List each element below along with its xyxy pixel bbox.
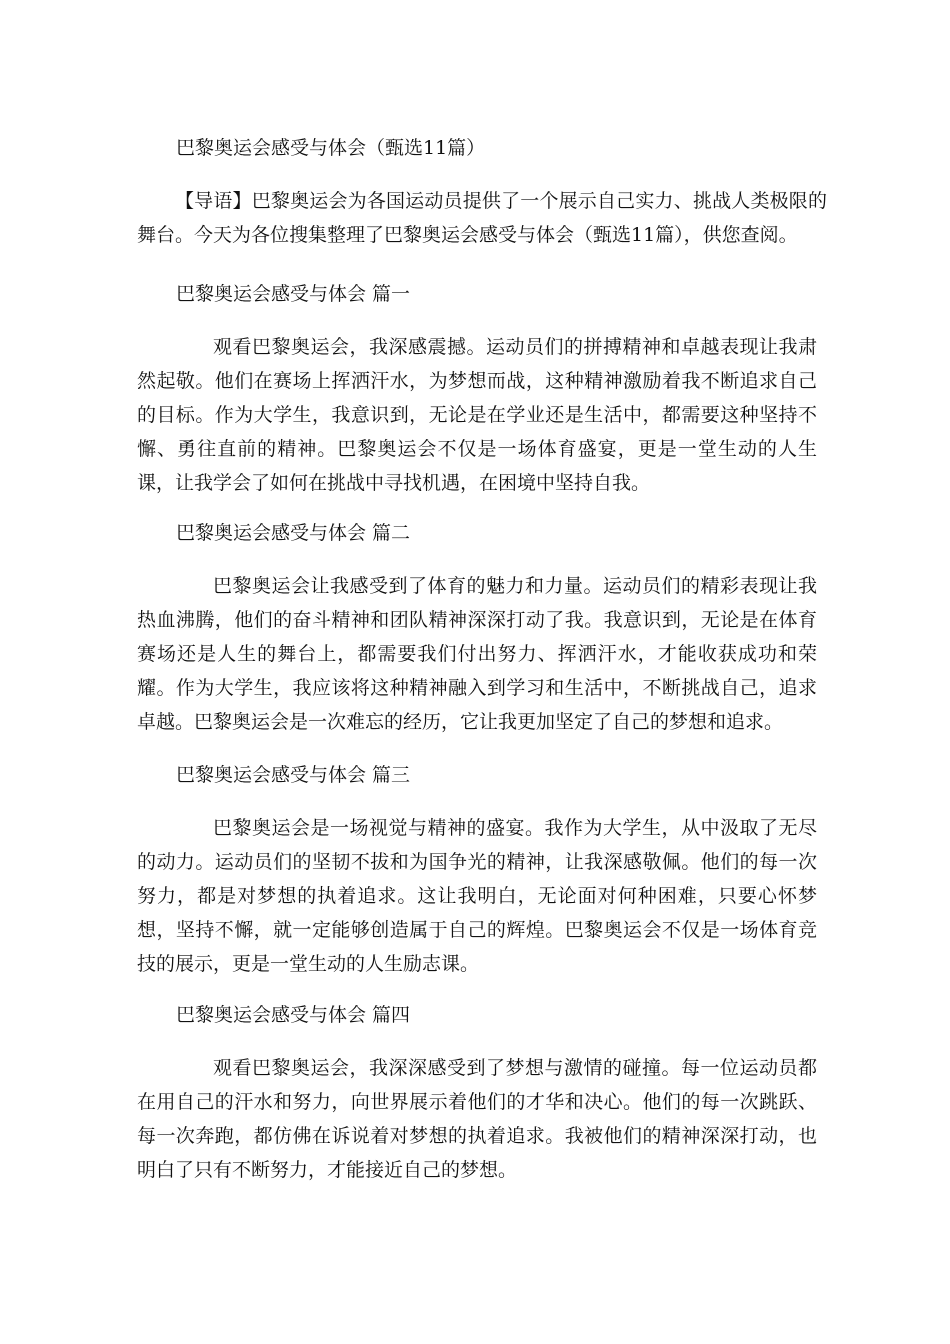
document-title: 巴黎奥运会感受与体会（甄选11篇） <box>176 137 486 159</box>
section-body-1: 观看巴黎奥运会，我深感震撼。运动员们的拼搏精神和卓越表现让我肃然起敬。他们在赛场上挥洒汗水，为梦想而战，这种精神激励着我不断追求自己的目标。作为大学生，我意识到，无论是在学业还是生活中，都需要这种坚持不懈、勇往直前的精神。巴黎奥运会不仅是一场体育盛宴，更是一堂生动的人生课，让我学会了如何在挑战中寻找机遇，在困境中坚持自我。 <box>137 336 817 494</box>
section-body-3: 巴黎奥运会是一场视觉与精神的盛宴。我作为大学生，从中汲取了无尽的动力。运动员们的坚韧不拔和为国争光的精神，让我深感敬佩。他们的每一次努力，都是对梦想的执着追求。这让我明白，无论面对何种困难，只要心怀梦想，坚持不懈，就一定能够创造属于自己的辉煌。巴黎奥运会不仅是一场体育竞技的展示，更是一堂生动的人生励志课。 <box>137 817 817 975</box>
section-heading-2: 巴黎奥运会感受与体会 篇二 <box>176 522 411 544</box>
section-body-2: 巴黎奥运会让我感受到了体育的魅力和力量。运动员们的精彩表现让我热血沸腾，他们的奋斗精神和团队精神深深打动了我。我意识到，无论是在体育赛场还是人生的舞台上，都需要我们付出努力、挥洒汗水，才能收获成功和荣耀。作为大学生，我应该将这种精神融入到学习和生活中，不断挑战自己，追求卓越。巴黎奥运会是一次难忘的经历，它让我更加坚定了自己的梦想和追求。 <box>137 575 817 733</box>
section-heading-4: 巴黎奥运会感受与体会 篇四 <box>176 1004 411 1026</box>
intro-paragraph: 【导语】巴黎奥运会为各国运动员提供了一个展示自己实力、挑战人类极限的舞台。今天为各位搜集整理了巴黎奥运会感受与体会（甄选11篇），供您查阅。 <box>137 190 827 246</box>
section-body-4: 观看巴黎奥运会，我深深感受到了梦想与激情的碰撞。每一位运动员都在用自己的汗水和努力，向世界展示着他们的才华和决心。他们的每一次跳跃、每一次奔跑，都仿佛在诉说着对梦想的执着追求。我被他们的精神深深打动，也明白了只有不断努力，才能接近自己的梦想。 <box>137 1057 817 1181</box>
section-heading-3: 巴黎奥运会感受与体会 篇三 <box>176 764 411 786</box>
section-heading-1: 巴黎奥运会感受与体会 篇一 <box>176 283 411 305</box>
